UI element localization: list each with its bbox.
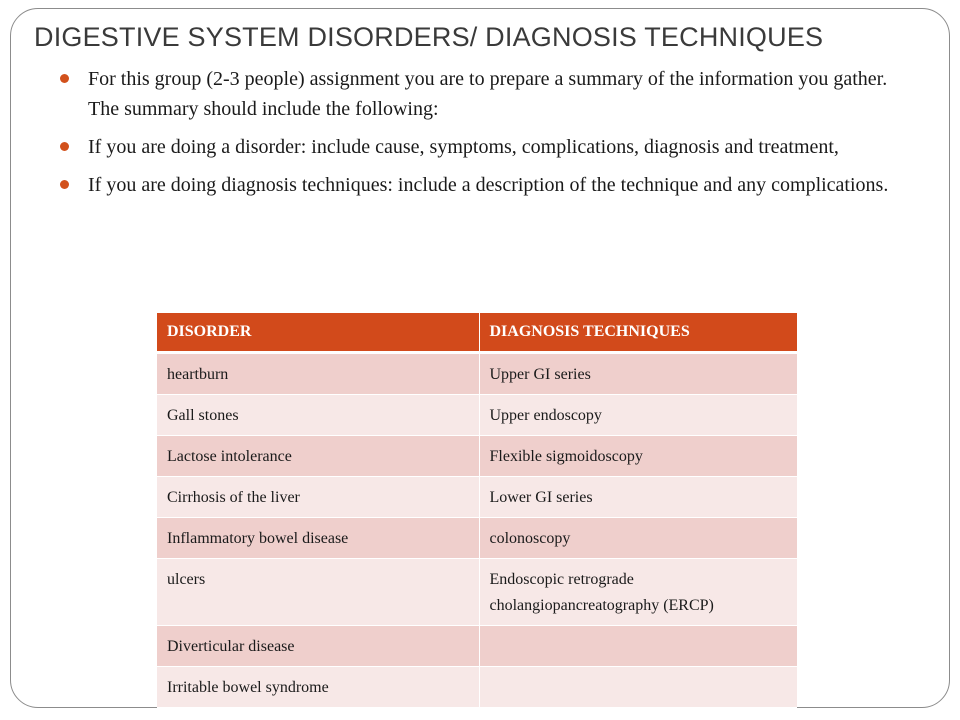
technique-cell: colonoscopy	[479, 518, 797, 559]
bullet-dot-icon	[60, 180, 69, 189]
technique-cell: Lower GI series	[479, 477, 797, 518]
table-row	[157, 559, 797, 626]
disorder-cell: Inflammatory bowel disease	[157, 518, 479, 559]
technique-cell: Endoscopic retrograde cholangiopancreatography (ERCP)	[479, 559, 797, 626]
technique-cell	[479, 667, 797, 708]
bullet-dot-icon	[60, 142, 69, 151]
table-row	[157, 395, 797, 436]
technique-cell: Flexible sigmoidoscopy	[479, 436, 797, 477]
disorder-cell: Cirrhosis of the liver	[157, 477, 479, 518]
disorder-cell: ulcers	[157, 559, 479, 626]
disorder-cell: Lactose intolerance	[157, 436, 479, 477]
bullet-item	[60, 132, 900, 162]
table-header-row	[157, 313, 797, 353]
disorders-table	[157, 313, 797, 708]
table-row	[157, 626, 797, 667]
disorder-cell: heartburn	[157, 353, 479, 395]
bullet-item	[60, 170, 900, 200]
slide-title: DIGESTIVE SYSTEM DISORDERS/ DIAGNOSIS TECHNIQUES	[34, 22, 824, 52]
bullet-text: For this group (2-3 people) assignment you are to prepare a summary of the information you gather. The summary should include the following:	[88, 68, 888, 120]
bullet-item	[60, 64, 900, 124]
table-row	[157, 667, 797, 708]
header-diagnosis-techniques: DIAGNOSIS TECHNIQUES	[479, 313, 797, 353]
technique-cell: Upper endoscopy	[479, 395, 797, 436]
table-row	[157, 436, 797, 477]
technique-cell: Upper GI series	[479, 353, 797, 395]
disorder-cell: Irritable bowel syndrome	[157, 667, 479, 708]
technique-cell	[479, 626, 797, 667]
table-row	[157, 477, 797, 518]
bullet-list	[60, 64, 900, 208]
bullet-text: If you are doing diagnosis techniques: include a description of the technique and any complications.	[88, 174, 889, 196]
table-row	[157, 518, 797, 559]
bullet-text: If you are doing a disorder: include cause, symptoms, complications, diagnosis and treatment,	[88, 136, 839, 158]
disorder-cell: Gall stones	[157, 395, 479, 436]
bullet-dot-icon	[60, 74, 69, 83]
table-row	[157, 353, 797, 395]
disorder-cell: Diverticular disease	[157, 626, 479, 667]
header-disorder: DISORDER	[157, 313, 479, 353]
